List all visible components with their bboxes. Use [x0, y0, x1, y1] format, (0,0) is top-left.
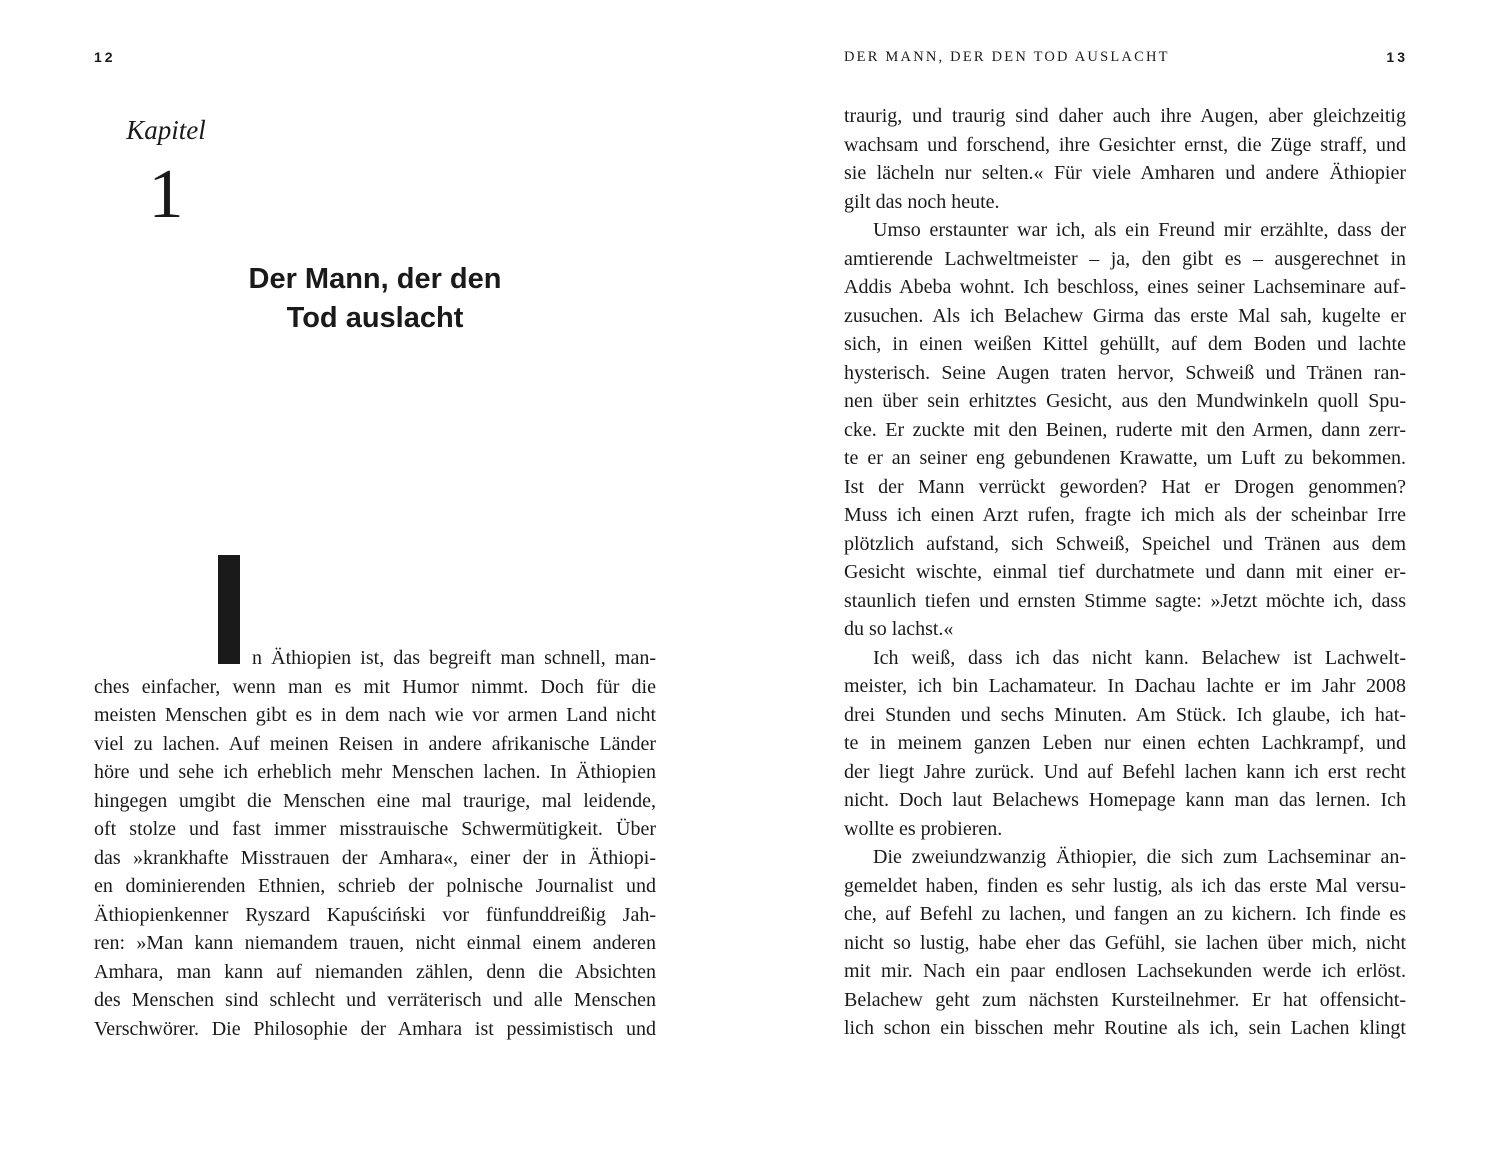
- text-line: plötzlich aufstand, sich Schweiß, Speichel und Tränen aus dem: [844, 532, 1406, 555]
- text-line: Umso erstaunter war ich, als ein Freund mir erzählte, dass der: [873, 219, 1406, 241]
- text-line: che, auf Befehl zu lachen, und fangen an zu kichern. Ich finde es: [844, 903, 1406, 925]
- left-body-text: [94, 644, 656, 1043]
- page-number-right: 13: [1386, 49, 1408, 65]
- text-line: nicht so lustig, habe eher das Gefühl, sie lachen über mich, nicht: [844, 931, 1406, 954]
- text-line: meisten Menschen gibt es in dem nach wie vor armen Land nicht: [94, 704, 656, 726]
- chapter-number: 1: [148, 156, 184, 233]
- text-line: Äthiopienkenner Ryszard Kapuściński vor fünfunddreißig Jah-: [94, 903, 656, 926]
- text-line: mit mir. Nach ein paar endlosen Lachsekunden werde ich erlöst.: [844, 960, 1406, 982]
- text-line: traurig, und traurig sind daher auch ihre Augen, aber gleichzeitig: [844, 105, 1406, 127]
- chapter-title-line: Tod auslacht: [286, 302, 464, 334]
- text-line: Gesicht wischte, einmal tief durchatmete und dann mit einer er-: [844, 561, 1406, 583]
- text-line: ren: »Man kann niemandem trauen, nicht einmal einem anderen: [94, 932, 656, 954]
- text-line: meister, ich bin Lachamateur. In Dachau lachte er im Jahr 2008: [844, 675, 1406, 697]
- text-line: en dominierenden Ethnien, schrieb der polnische Journalist und: [94, 875, 656, 897]
- text-line: nen über sein erhitztes Gesicht, aus den Mundwinkeln quoll Spu-: [844, 390, 1406, 412]
- text-line: Addis Abeba wohnt. Ich beschloss, eines seiner Lachseminare auf-: [844, 276, 1406, 298]
- text-line: n Äthiopien ist, das begreift man schnell, man-: [252, 647, 656, 669]
- text-line: Belachew geht zum nächsten Kursteilnehmer. Er hat offensicht-: [844, 988, 1406, 1011]
- text-line: Ist der Mann verrückt geworden? Hat er Drogen genommen?: [844, 475, 1406, 498]
- right-page: [750, 0, 1500, 1154]
- text-line: te in meinem ganzen Leben nur einen echten Lachkrampf, und: [844, 732, 1406, 754]
- text-line: du so lachst.«: [844, 618, 954, 640]
- text-line: sie lächeln nur selten.« Für viele Amharen und andere Äthiopier: [844, 162, 1406, 184]
- text-line: Die zweiundzwanzig Äthiopier, die sich zum Lachseminar an-: [873, 846, 1406, 868]
- right-body-text: [844, 102, 1406, 1043]
- text-line: wachsam und forschend, ihre Gesichter ernst, die Züge straff, und: [844, 133, 1406, 156]
- text-line: Ich weiß, dass ich das nicht kann. Belachew ist Lachwelt-: [873, 646, 1406, 669]
- text-line: oft stolze und fast immer misstrauische Schwermütigkeit. Über: [94, 818, 656, 840]
- page-number-left: 12: [94, 49, 116, 65]
- text-line: das »krankhafte Misstrauen der Amhara«, einer der in Äthiopi-: [94, 846, 656, 869]
- text-line: höre und sehe ich erheblich mehr Menschen lachen. In Äthiopien: [94, 761, 656, 783]
- text-line: staunlich tiefen und ernsten Stimme sagte: »Jetzt möchte ich, dass: [844, 589, 1406, 612]
- text-line: des Menschen sind schlecht und verräterisch und alle Menschen: [94, 989, 656, 1011]
- running-head: DER MANN, DER DEN TOD AUSLACHT: [844, 49, 1170, 65]
- text-line: zusuchen. Als ich Belachew Girma das erste Mal sah, kugelte er: [844, 304, 1406, 327]
- text-line: hingegen umgibt die Menschen eine mal traurige, mal leidende,: [94, 789, 656, 812]
- text-line: der liegt Jahre zurück. Und auf Befehl lachen kann ich erst recht: [844, 760, 1406, 783]
- text-line: wollte es probieren.: [844, 817, 1003, 840]
- text-line: Amhara, man kann auf niemanden zählen, denn die Absichten: [94, 960, 656, 983]
- text-line: gilt das noch heute.: [844, 190, 1000, 213]
- text-line: Verschwörer. Die Philosophie der Amhara ist pessimistisch und: [94, 1017, 656, 1040]
- text-line: ches einfacher, wenn man es mit Humor nimmt. Doch für die: [94, 675, 656, 698]
- text-line: te er an seiner eng gebundenen Krawatte, um Luft zu bekommen.: [844, 447, 1406, 469]
- text-line: amtierende Lachweltmeister – ja, den gibt es – ausgerechnet in: [844, 247, 1406, 270]
- text-line: lich schon ein bisschen mehr Routine als ich, sein Lachen klingt: [844, 1017, 1406, 1039]
- chapter-title-line: Der Mann, der den: [248, 263, 502, 295]
- text-line: gemeldet haben, finden es sehr lustig, als ich das erste Mal versu-: [844, 874, 1406, 897]
- text-line: drei Stunden und sechs Minuten. Am Stück. Ich glaube, ich hat-: [844, 703, 1406, 726]
- text-line: hysterisch. Seine Augen traten hervor, Schweiß und Tränen ran-: [844, 361, 1406, 384]
- text-line: nicht. Doch laut Belachews Homepage kann man das lernen. Ich: [844, 789, 1406, 811]
- text-line: Muss ich einen Arzt rufen, fragte ich mich als der scheinbar Irre: [844, 504, 1406, 526]
- chapter-title: [94, 260, 656, 338]
- text-line: viel zu lachen. Auf meinen Reisen in andere afrikanische Länder: [94, 732, 656, 755]
- text-line: sich, in einen weißen Kittel gehüllt, auf dem Boden und lachte: [844, 333, 1406, 355]
- chapter-label: Kapitel: [126, 115, 206, 145]
- text-line: cke. Er zuckte mit den Beinen, ruderte mit den Armen, dann zerr-: [844, 418, 1406, 441]
